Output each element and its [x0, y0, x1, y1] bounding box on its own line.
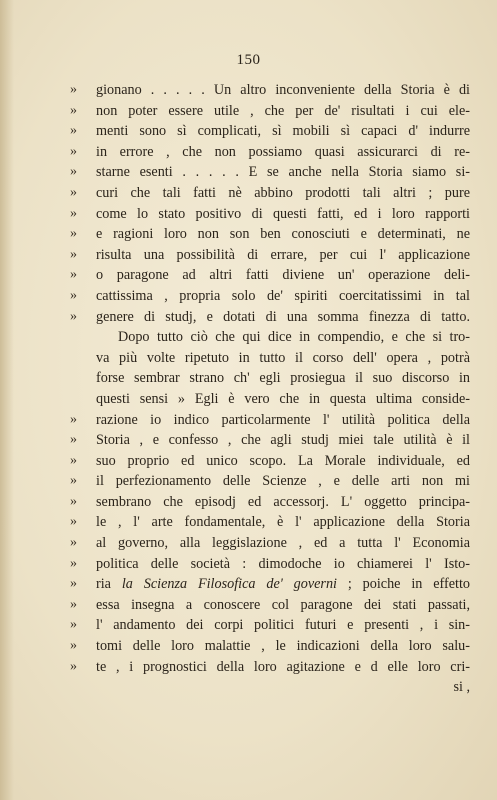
text-line	[96, 327, 470, 348]
quotation-mark: »	[70, 638, 77, 654]
text-line	[70, 492, 470, 513]
line-text: questi sensi » Egli è vero che in questa ultima conside-	[96, 390, 470, 407]
quotation-mark: »	[70, 308, 77, 324]
line-text: il perfezionamento delle Scienze , e delle arti non mi	[96, 473, 470, 490]
line-text: genere di studj, e dotati di una somma finezza di tatto.	[96, 308, 470, 325]
line-text: e ragioni loro non son ben conosciuti e determinati, ne	[96, 226, 470, 243]
quotation-mark: »	[70, 452, 77, 468]
quotation-mark: »	[70, 267, 77, 283]
quotation-mark: »	[70, 514, 77, 530]
line-text: cattissima , propria solo de' spiriti coercitatissimi in tal	[96, 287, 470, 304]
quotation-mark: »	[70, 205, 77, 221]
line-text: menti sono sì complicati, sì mobili sì capaci d' indurre	[96, 123, 470, 140]
text-line	[96, 368, 470, 389]
line-text: come lo stato positivo di questi fatti, ed i loro rapporti	[96, 205, 470, 222]
line-text: sembrano che episodj ed accessorj. L' oggetto principa-	[96, 493, 470, 510]
quotation-mark: »	[70, 164, 77, 180]
text-line	[70, 80, 470, 101]
line-text: Storia , e confesso , che agli studj miei tale utilità è il	[96, 432, 470, 449]
text-line	[96, 677, 470, 698]
line-text: in errore , che non possiamo quasi assicurarci di re-	[96, 143, 470, 160]
text-line	[70, 307, 470, 328]
line-text: curi che tali fatti nè abbino prodotti tali altri ; pure	[96, 184, 470, 201]
quotation-mark: »	[70, 287, 77, 303]
body-text	[70, 80, 471, 698]
quotation-mark: »	[70, 473, 77, 489]
line-text: al governo, alla leggislazione , ed a tutta l' Economia	[96, 535, 470, 552]
text-line	[70, 265, 470, 286]
page-number: 150	[236, 52, 261, 68]
text-line	[70, 657, 470, 678]
text-line	[96, 389, 470, 410]
line-text: ria la Scienza Filosofica de' governi ; poiche in effetto	[96, 576, 471, 593]
quotation-mark: »	[70, 102, 77, 118]
page-spine-shadow	[0, 0, 14, 800]
text-line	[70, 554, 470, 575]
line-text: l' andamento dei corpi politici futuri e presenti , i sin-	[96, 617, 470, 634]
line-text: va più volte ripetuto in tutto il corso dell' opera , potrà	[96, 349, 470, 366]
text-line	[70, 471, 470, 492]
quotation-mark: »	[70, 576, 77, 592]
quotation-mark: »	[70, 535, 77, 551]
line-text: essa insegna a conoscere col paragone dei stati passati,	[96, 596, 470, 613]
quotation-mark: »	[70, 658, 77, 674]
quotation-mark: »	[70, 617, 77, 633]
quotation-mark: »	[70, 82, 77, 97]
line-text: tomi delle loro malattie , le indicazioni della loro salu-	[96, 638, 470, 655]
text-line	[70, 224, 470, 245]
text-line	[70, 245, 470, 266]
text-line	[70, 595, 470, 616]
text-line	[70, 451, 470, 472]
quotation-mark: »	[70, 184, 77, 200]
line-text: non poter essere utile , che per de' risultati i cui ele-	[96, 102, 470, 119]
text-line	[70, 286, 470, 307]
text-line	[70, 636, 470, 657]
text-line	[70, 512, 470, 533]
line-text: razione io indico particolarmente l' utilità politica della	[96, 411, 470, 428]
text-line	[70, 533, 470, 554]
quotation-mark: »	[70, 596, 77, 612]
line-text: politica delle società : dimodoche io chiamerei l' Isto-	[96, 555, 470, 572]
line-text: te , i prognostici della loro agitazione e d elle loro cri-	[96, 658, 470, 675]
quotation-mark: »	[70, 493, 77, 509]
italic-title: la Scienza Filosofica de' governi	[121, 576, 337, 593]
line-text: si ,	[453, 679, 470, 696]
text-line	[70, 204, 470, 225]
line-text: Dopo tutto ciò che qui dice in compendio, e che si tro-	[118, 329, 470, 346]
text-line	[70, 162, 470, 183]
line-text: suo proprio ed unico scopo. La Morale individuale, ed	[96, 452, 470, 469]
line-text: forse sembrar strano ch' egli prosiegua il suo discorso in	[96, 370, 470, 387]
line-text: o paragone ad altri fatti diviene un' operazione deli-	[96, 267, 470, 284]
quotation-mark: »	[70, 123, 77, 139]
text-line	[70, 410, 470, 431]
text-line	[70, 101, 470, 122]
text-line	[70, 574, 471, 595]
text-line	[70, 430, 470, 451]
quotation-mark: »	[70, 555, 77, 571]
quotation-mark: »	[70, 143, 77, 159]
line-text: starne esenti . . . . . E se anche nella Storia siamo si-	[96, 164, 470, 181]
text-line	[70, 615, 470, 636]
text-line	[70, 183, 470, 204]
line-text: le , l' arte fondamentale, è l' applicazione della Storia	[96, 514, 470, 531]
text-line	[70, 142, 470, 163]
quotation-mark: »	[70, 246, 77, 262]
line-text: risulta una possibilità di errare, per cui l' applicazione	[96, 246, 470, 263]
text-line	[70, 121, 470, 142]
text-line	[96, 348, 470, 369]
line-text: gionano . . . . . Un altro inconveniente della Storia è di	[96, 82, 470, 98]
quotation-mark: »	[70, 226, 77, 242]
quotation-mark: »	[70, 411, 77, 427]
quotation-mark: »	[70, 432, 77, 448]
